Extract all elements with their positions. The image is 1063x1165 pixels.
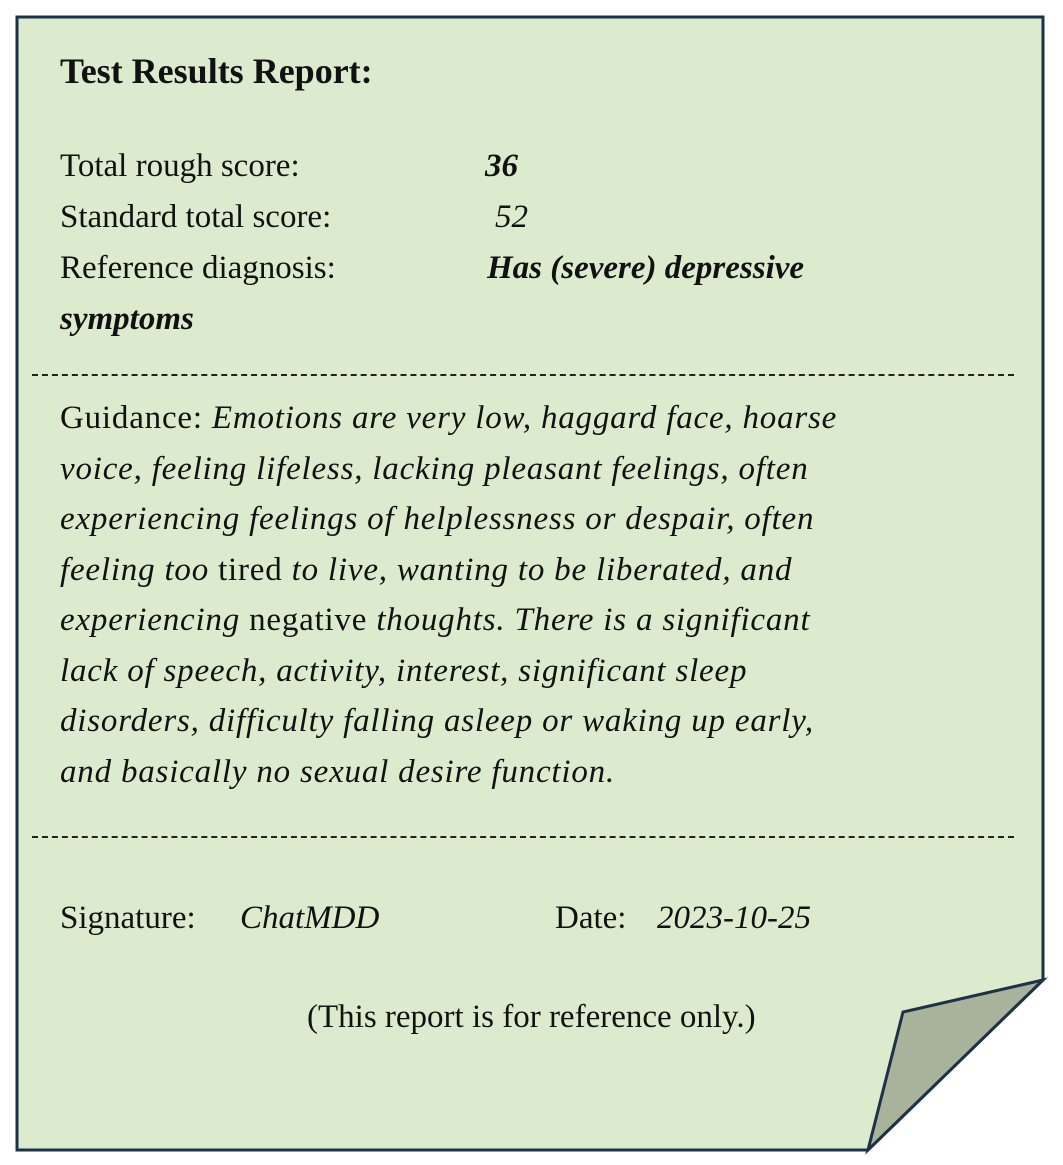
disclaimer-note: (This report is for reference only.) bbox=[307, 999, 756, 1035]
guidance-text: experiencing bbox=[60, 602, 250, 638]
date-label: Date: bbox=[555, 900, 627, 936]
guidance-line bbox=[60, 545, 1000, 596]
guidance-line: disorders, difficulty falling asleep or waking up early, bbox=[60, 703, 814, 739]
report-title: Test Results Report: bbox=[60, 51, 373, 91]
section-divider-top bbox=[32, 374, 1014, 376]
standard-total-score-value: 52 bbox=[495, 199, 528, 235]
guidance-line: and basically no sexual desire function. bbox=[60, 753, 616, 790]
guidance-text: Emotions are very low, haggard face, hoarse bbox=[211, 400, 838, 436]
total-rough-score-label: Total rough score: bbox=[60, 148, 300, 184]
total-rough-score-value: 36 bbox=[485, 148, 518, 184]
guidance-line: experiencing feelings of helplessness or despair, often bbox=[60, 501, 815, 537]
guidance-line: voice, feeling lifeless, lacking pleasant feelings, often bbox=[60, 450, 809, 487]
standard-total-score-label: Standard total score: bbox=[60, 199, 332, 235]
guidance-line: lack of speech, activity, interest, significant sleep bbox=[60, 652, 748, 689]
guidance-text: to live, wanting to be liberated, and bbox=[282, 551, 793, 588]
reference-diagnosis-value: Has (severe) depressive bbox=[487, 250, 805, 286]
date-value: 2023-10-25 bbox=[657, 900, 811, 936]
guidance-text: feeling too bbox=[60, 551, 219, 588]
guidance-line bbox=[60, 595, 1000, 646]
reference-diagnosis-value-continued: symptoms bbox=[60, 301, 194, 337]
reference-diagnosis-label: Reference diagnosis: bbox=[60, 250, 336, 286]
signature-value: ChatMDD bbox=[240, 900, 380, 936]
guidance-plain-word: tired bbox=[218, 551, 283, 588]
section-divider-bottom bbox=[32, 836, 1014, 838]
guidance-line bbox=[60, 393, 1000, 444]
guidance-text: thoughts. There is a significant bbox=[367, 602, 811, 638]
guidance-paragraph bbox=[60, 393, 1000, 797]
guidance-plain-word: negative bbox=[249, 602, 368, 638]
signature-label: Signature: bbox=[60, 900, 196, 936]
guidance-label: Guidance: bbox=[60, 400, 212, 436]
